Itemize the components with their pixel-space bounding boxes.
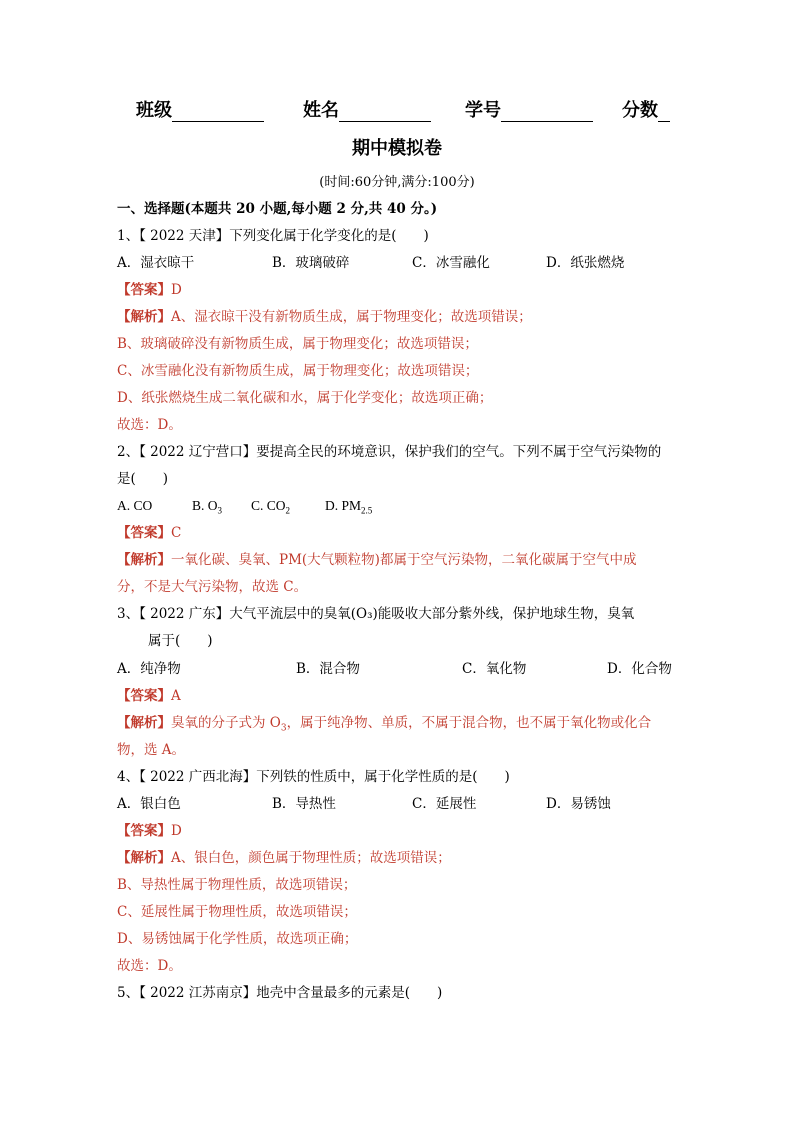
class-blank[interactable]	[172, 101, 264, 122]
student-id-blank[interactable]	[501, 101, 593, 122]
q4-option-b[interactable]: B．导热性	[272, 796, 336, 812]
q3-option-d[interactable]: D．化合物	[607, 661, 672, 677]
q3-analysis-line: 物，选 A。	[117, 742, 186, 758]
q2-option-d-sub: 2.5	[361, 505, 373, 516]
q2-stem-cont: 是( )	[117, 471, 169, 487]
q2-option-a[interactable]: A. CO	[117, 498, 153, 513]
q4-answer	[117, 822, 182, 840]
q1-answer	[117, 281, 182, 299]
q4-analysis-line: D、易锈蚀属于化学性质，故选项正确；	[117, 931, 358, 947]
q3-stem-cont: 属于( )	[148, 633, 213, 649]
q4-stem: 4、【 2022 广西北海】下列铁的性质中，属于化学性质的是( )	[117, 769, 510, 785]
q1-option-b[interactable]: B．玻璃破碎	[272, 255, 350, 271]
q2-analysis-line: 分，不是大气污染物，故选 C。	[117, 579, 308, 595]
q5-stem: 5、【 2022 江苏南京】地壳中含量最多的元素是( )	[117, 985, 443, 1001]
q2-option-b-text: B. O	[192, 498, 218, 513]
q3-analysis-text-pre: 臭氧的分子式为 O	[171, 715, 281, 731]
q3-analysis-text-post: ，属于纯净物、单质，不属于混合物，也不属于氧化物或化合	[286, 715, 652, 731]
q3-option-c[interactable]: C．氧化物	[462, 661, 527, 677]
q1-analysis-line: 故选：D。	[117, 417, 182, 433]
q1-answer-value: D	[171, 282, 182, 298]
q1-analysis-line: C、冰雪融化没有新物质生成，属于物理变化；故选项错误；	[117, 363, 479, 379]
name-field[interactable]	[303, 96, 431, 122]
q1-analysis-line: D、纸张燃烧生成二氧化碳和水，属于化学变化；故选项正确；	[117, 390, 493, 406]
q4-analysis-line: 故选：D。	[117, 958, 182, 974]
analysis-tag: 【解析】	[117, 715, 171, 731]
q4-option-d[interactable]: D．易锈蚀	[546, 796, 611, 812]
class-label: 班级	[136, 100, 172, 121]
q1-option-c[interactable]: C．冰雪融化	[412, 255, 490, 271]
q4-analysis-line	[117, 849, 451, 867]
q3-analysis-line	[117, 714, 651, 738]
score-label: 分数	[622, 100, 658, 121]
student-info-header	[0, 96, 794, 124]
q4-option-a[interactable]: A．银白色	[117, 796, 181, 812]
q2-option-c-text: C. CO	[251, 498, 286, 513]
q3-option-a[interactable]: A．纯净物	[117, 661, 181, 677]
answer-tag: 【答案】	[117, 688, 171, 704]
page-title: 期中模拟卷	[352, 138, 442, 159]
score-blank[interactable]	[658, 101, 670, 122]
q2-stem: 2、【 2022 辽宁营口】要提高全民的环境意识，保护我们的空气。下列不属于空气污染物的	[117, 444, 662, 460]
q1-analysis-text: A、湿衣晾干没有新物质生成，属于物理变化；故选项错误；	[171, 309, 532, 325]
answer-tag: 【答案】	[117, 525, 171, 541]
name-label: 姓名	[303, 100, 339, 121]
q4-option-c[interactable]: C．延展性	[412, 796, 477, 812]
q3-option-b[interactable]: B．混合物	[296, 661, 360, 677]
q3-answer-value: A	[171, 688, 181, 704]
analysis-tag: 【解析】	[117, 309, 171, 325]
section-heading: 一、选择题(本题共 20 小题,每小题 2 分,共 40 分。)	[117, 201, 438, 217]
answer-tag: 【答案】	[117, 823, 171, 839]
q4-answer-value: D	[171, 823, 182, 839]
q2-option-d-text: D. PM	[325, 498, 362, 513]
q3-answer	[117, 687, 181, 705]
q2-option-c-sub: 2	[285, 505, 291, 516]
q2-option-b-sub: 3	[217, 505, 223, 516]
class-field[interactable]	[136, 96, 264, 122]
student-id-label: 学号	[465, 100, 501, 121]
exam-info: (时间:60分钟,满分:100分)	[319, 175, 475, 190]
q2-option-c[interactable]	[251, 497, 290, 520]
student-id-field[interactable]	[465, 96, 593, 122]
q2-option-b[interactable]	[192, 497, 222, 520]
q3-stem: 3、【 2022 广东】大气平流层中的臭氧(O₃)能吸收大部分紫外线，保护地球生物，臭氧	[117, 606, 635, 622]
analysis-tag: 【解析】	[117, 552, 171, 568]
q1-option-a[interactable]: A．湿衣晾干	[117, 255, 195, 271]
analysis-tag: 【解析】	[117, 850, 171, 866]
q3-analysis-sub: 3	[280, 723, 287, 734]
q1-analysis-line	[117, 308, 532, 326]
q2-analysis-text: 一氧化碳、臭氧、PM(大气颗粒物)都属于空气污染物，二氧化碳属于空气中成	[171, 552, 637, 568]
q2-answer	[117, 524, 181, 542]
q4-analysis-text: A、银白色，颜色属于物理性质；故选项错误；	[171, 850, 451, 866]
score-field[interactable]	[622, 96, 670, 122]
q1-stem: 1、【 2022 天津】下列变化属于化学变化的是( )	[117, 228, 429, 244]
q4-analysis-line: B、导热性属于物理性质，故选项错误；	[117, 877, 357, 893]
answer-tag: 【答案】	[117, 282, 171, 298]
name-blank[interactable]	[339, 101, 431, 122]
q2-answer-value: C	[171, 525, 182, 541]
q2-option-d[interactable]	[325, 497, 372, 520]
q1-analysis-line: B、玻璃破碎没有新物质生成，属于物理变化；故选项错误；	[117, 336, 478, 352]
q2-analysis-line	[117, 551, 636, 569]
q1-option-d[interactable]: D．纸张燃烧	[546, 255, 625, 271]
q4-analysis-line: C、延展性属于物理性质，故选项错误；	[117, 904, 357, 920]
